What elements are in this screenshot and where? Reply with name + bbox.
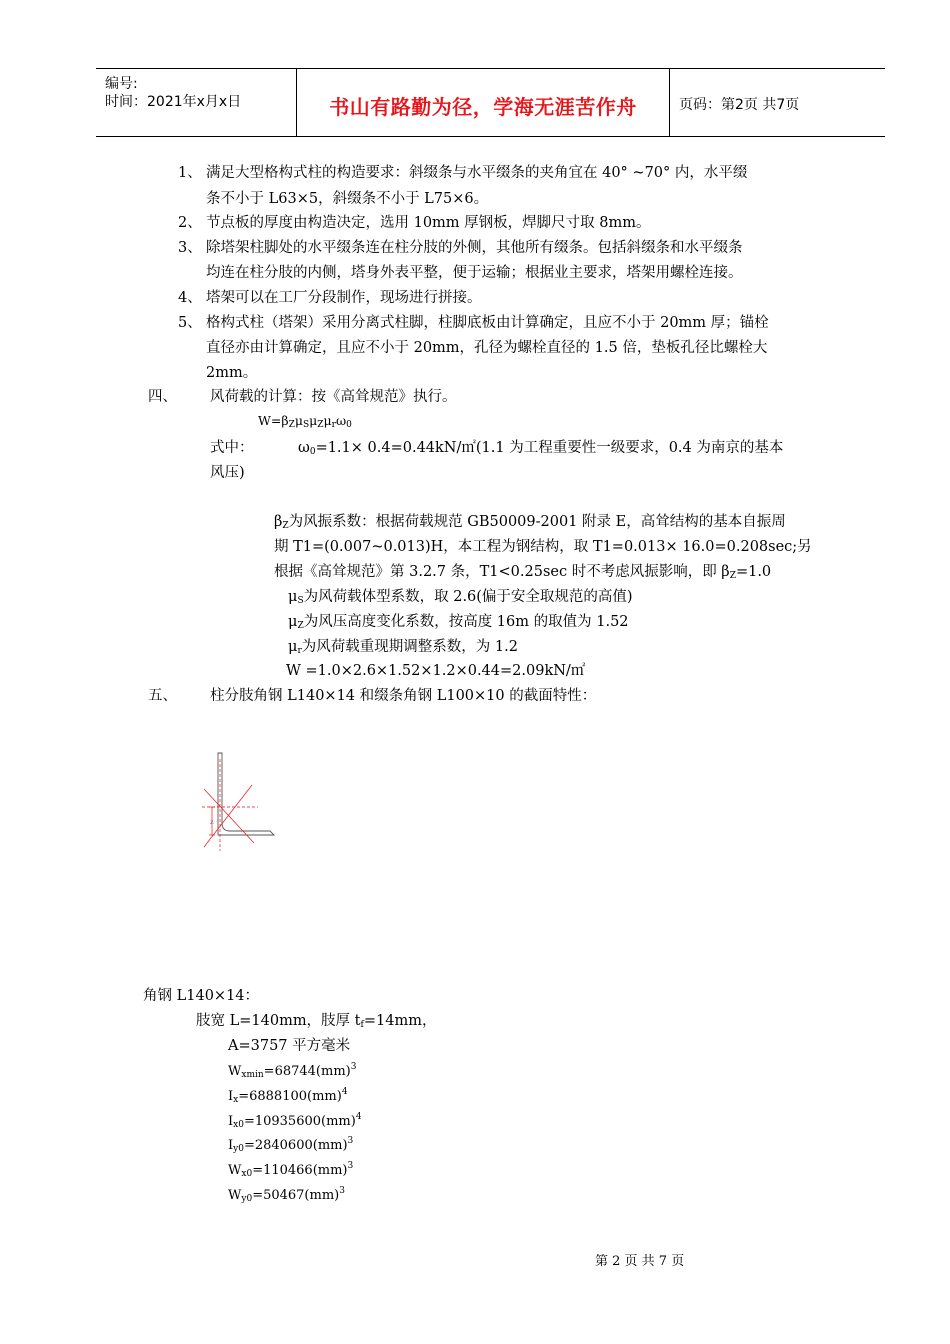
mu-r-definition: $\mu_r$为风荷载重现期调整系数，为 1.2 — [288, 639, 518, 656]
wind-result: W =1.0×2.6×1.52×1.2×0.44=2.09kN/㎡ — [286, 663, 586, 679]
prop-ix0: $I_{x0}=10935600(mm)^4$ — [228, 1112, 362, 1130]
w0-definition-cont: 风压) — [210, 465, 245, 481]
page-header — [96, 68, 885, 137]
header-time-label: 时间：2021年x月x日 — [105, 94, 242, 110]
angle-outline — [218, 753, 274, 835]
prop-iy0: $I_{y0}=2840600(mm)^3$ — [228, 1136, 354, 1154]
mu-z-definition: $\mu_Z$为风压高度变化系数，按高度 16m 的取值为 1.52 — [288, 614, 629, 631]
mu-s-definition: $\mu_S$为风荷载体型系数，取 2.6(偏于安全取规范的高值) — [288, 589, 633, 606]
section-5-number: 五、 — [148, 688, 177, 704]
item-3-number: 3、 — [178, 240, 202, 256]
page-footer: 第 2 页 共 7 页 — [595, 1254, 685, 1269]
w0-definition: $\omega_0=1.1\times$ 0.4=0.44kN/㎡(1.1 为工程重要性一级要求，0.4 为南京的基本 — [298, 440, 784, 457]
item-1-line-1: 满足大型格构式柱的构造要求：斜缀条与水平缀条的夹角宜在 40° ~70° 内，水平缀 — [206, 165, 748, 181]
item-4-number: 4、 — [178, 290, 202, 306]
item-5-number: 5、 — [178, 315, 202, 331]
prop-wx0: $W_{x0}=110466(mm)^3$ — [228, 1161, 354, 1179]
header-page-cell — [670, 69, 885, 136]
header-page-info: 页码：第2页 共7页 — [679, 97, 800, 113]
header-number-label: 编号: — [105, 76, 138, 92]
angle-dimensions: 肢宽 L=140mm，肢厚 $t_f=14mm$， — [196, 1013, 437, 1030]
item-1-number: 1、 — [178, 165, 202, 181]
header-motto-cell — [296, 69, 670, 136]
beta-line-1: $\beta_Z$为风振系数：根据荷载规范 GB50009-2001 附录 E，高耸结构的基本自振周 — [274, 514, 786, 531]
section-5-title: 柱分肢角钢 L140×14 和缀条角钢 L100×10 的截面特性： — [210, 688, 597, 704]
section-4-title: 风荷载的计算：按《高耸规范》执行。 — [210, 389, 457, 405]
prop-wy0: $W_{y0}=50467(mm)^3$ — [228, 1186, 345, 1204]
item-5-line-3: 2mm。 — [206, 365, 258, 381]
angle-section-figure — [198, 745, 288, 855]
item-3-line-2: 均连在柱分肢的内侧，塔身外表平整，便于运输；根据业主要求，塔架用螺栓连接。 — [206, 265, 743, 281]
item-1-line-2: 条不小于 L63×5，斜缀条不小于 L75×6。 — [206, 191, 489, 207]
prop-area: A=3757 平方毫米 — [228, 1038, 351, 1054]
figure-axis-label: Z — [210, 820, 214, 826]
item-2-number: 2、 — [178, 215, 202, 231]
item-5-line-1: 格构式柱（塔架）采用分离式柱脚，柱脚底板由计算确定，且应不小于 20mm 厚；锚栓 — [206, 315, 769, 331]
angle-title: 角钢 L140×14： — [143, 988, 260, 1004]
item-5-line-2: 直径亦由计算确定，且应不小于 20mm，孔径为螺栓直径的 1.5 倍，垫板孔径比螺栓大 — [206, 340, 768, 356]
item-4-line-1: 塔架可以在工厂分段制作，现场进行拼接。 — [206, 290, 482, 306]
beta-line-2: 期 T1=(0.007~0.013)H，本工程为钢结构，取 T1=0.013× 16.0=0.208sec;另 — [274, 539, 812, 555]
where-label: 式中： — [210, 440, 254, 456]
header-left-cell — [96, 69, 296, 136]
beta-line-3: 根据《高耸规范》第 3.2.7 条，T1<0.25sec 时不考虑风振影响，即 $\beta_Z=1.0$ — [274, 564, 772, 581]
header-motto: 书山有路勤为径，学海无涯苦作舟 — [329, 95, 637, 119]
prop-ix: $I_x=6888100(mm)^4$ — [228, 1087, 348, 1105]
axis-lines — [202, 759, 258, 851]
prop-wxmin: $W_{xmin}=68744(mm)^3$ — [228, 1062, 357, 1080]
section-4-number: 四、 — [148, 389, 177, 405]
item-2-line-1: 节点板的厚度由构造决定，选用 10mm 厚钢板，焊脚尺寸取 8mm。 — [206, 215, 651, 231]
item-3-line-1: 除塔架柱脚处的水平缀条连在柱分肢的外侧，其他所有缀条。包括斜缀条和水平缀条 — [206, 240, 743, 256]
wind-formula: $W=\beta_Z\mu_S\mu_Z\mu_r\omega_0$ — [258, 413, 352, 430]
